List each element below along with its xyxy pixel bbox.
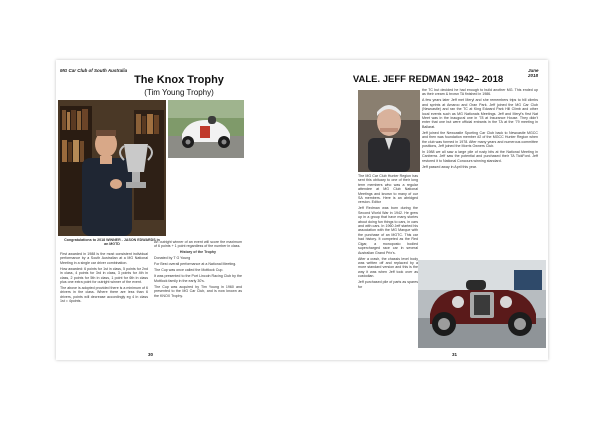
magazine-spread <box>56 60 548 360</box>
knox-subtitle: (Tim Young Trophy) <box>144 88 214 97</box>
vale-title: VALE. JEFF REDMAN 1942– 2018 <box>352 74 504 85</box>
page-number-left: 30 <box>148 352 154 357</box>
vale-column-2: the TC but decided he had enough to build another MG. This ended up as their cream & brown TA finished in 1986. A few years later Jeff met Meryl and she remembers trips to hill climbs and sprints at Amaroo and Oran Park. Jeff joined the MG Car Club (Newcastle) and ran the TC at King Edward Park Hill Climb and other local events such as MG Nationals Meetings. Jeff and Meryl's first Nat Meet was in the inaugural one in '78 at Insurance House. They didn't enter that one but were official entrants in the TA at the '79 meeting in Ballarat. Jeff joined the Newcastle Sporting Car Club back to Newcastle MGCC and then was foundation member #2 of the MGCC Hunter Region when the club was formed in 1978. After many years and numerous committee positions, Jeff joined the Morris Owners Club. In 1988 we all saw a large pile of rusty bits at the National Meeting in Canberra. Jeff saw the potential and purchased their TA TickFord. Jeff restored it to National Concours winning standard. Jeff passed away in April this year. <box>422 88 538 169</box>
race-car-photo <box>168 100 244 158</box>
page-number-right: 31 <box>452 352 458 357</box>
winner-photo <box>58 100 166 236</box>
knox-column-2: An outright winner of an event will score the maximum of 6 points + 1 point regardless of the number in class. History of the Trophy Donated by T G Young For Best overall performance at a National Meeting. The Cup was once called the Mottlock Cup. It was presented to the Port Lincoln Racing Club by the Mottlock family in the early 30's. The Cup was acquired by Tim Young in 1960 and presented to the MG Car Club, and is now known as the KNOX Trophy. <box>154 240 242 298</box>
knox-column-1: First awarded in 1988 is the most consistent individual performance by a South Australian at a MG National Meeting in a single car driver combination. How awarded: 6 points for 1st in class, 5 points for 2nd in class, 4 points for 3rd in class, 3 points for 4th in class, 2 points for 5th in class, 1 point for 6th in class plus one extra point for outright winner of the event. The above is adopted provided there is a minimum of 6 drivers in the class. Where there are less than 6 drivers, points will decrease accordingly eg 4 in class 1st = 4points. <box>60 252 148 304</box>
knox-title: The Knox Trophy <box>134 74 224 86</box>
page-header-right: June 2018 <box>528 68 539 78</box>
page-header-left: MG Car Club of South Australia <box>60 68 128 73</box>
photo-caption: Congratulations to 2018 WINNER - JASON EDWARDS in an MGTD <box>64 238 160 247</box>
portrait-photo <box>358 90 420 172</box>
classic-mg-photo <box>418 260 546 348</box>
vale-column-1: The MG Car Club Hunter Region has sent this obituary to one of their long term members who was a regular attendee at MG Club National Meetings and known to many of our SA members. Here is an abridged version. Editor Jeff Redman was born during the Second World War in 1942. He grew up in a group that have many stories about doing fun things to cars, in cars and with cars. In 1960 Jeff started his association with the MG Marque with the purchase of an MGTC. This car had history. It competed as the Red Cigar, a monoposto bodied supercharged race car in several Australian Grand Prix’s. After a crash, the chassis level body was written off and replaced by a more standard version and this is the way it was when Jeff took over as custodian. Jeff purchased pile of parts as spares for <box>358 174 418 289</box>
